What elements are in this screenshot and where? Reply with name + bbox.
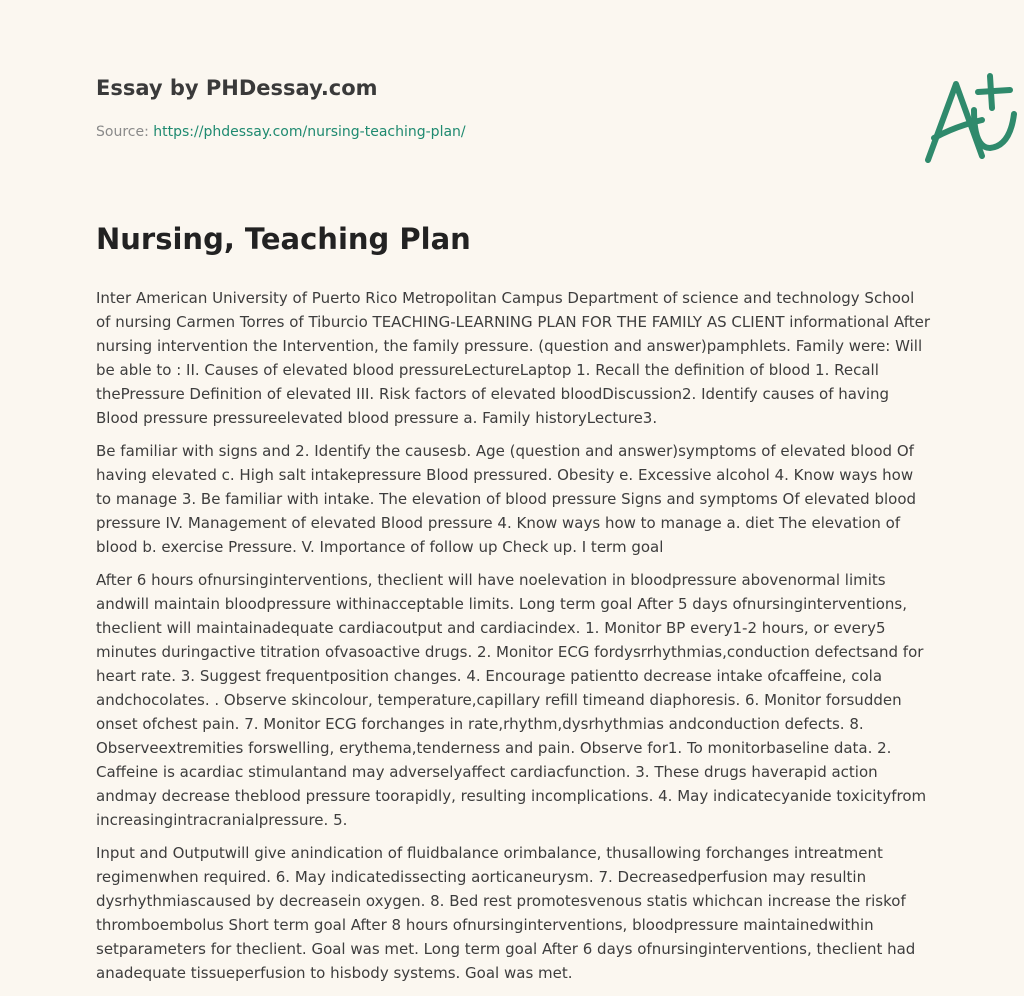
source-label: Source: [96, 124, 154, 140]
source-link[interactable]: https://phdessay.com/nursing-teaching-plan/ [153, 124, 466, 140]
source-line [96, 124, 466, 140]
site-brand: Essay by PHDessay.com [96, 76, 378, 100]
essay-title: Nursing, Teaching Plan [96, 222, 471, 256]
essay-paragraph: Be familiar with signs and 2. Identify the causesb. Age (question and answer)symptoms of elevated blood Of having elevated c. High salt intakepressure Blood pressured. Obesity e. Excessive alcohol 4. Know ways how to manage 3. Be familiar with intake. The elevation of blood pressure Signs and symptoms Of elevated blood pressure IV. Management of elevated Blood pressure 4. Know ways how to manage a. diet The elevation of blood b. exercise Pressure. V. Importance of follow up Check up. I term goal [96, 442, 917, 556]
a-plus-logo-icon [916, 68, 1024, 168]
essay-body [96, 286, 932, 994]
essay-paragraph: After 6 hours ofnursinginterventions, theclient will have noelevation in bloodpressure abovenormal limits andwill maintain bloodpressure withinacceptable limits. Long term goal After 5 days ofnursinginterventions, theclient will maintainadequate cardiacoutput and cardiacindex. 1. Monitor BP every1-2 hours, or every5 minutes duringactive titration ofvasoactive drugs. 2. Monitor ECG fordysrrhythmias,conduction defectsand for heart rate. 3. Suggest frequentposition changes. 4. Encourage patientto decrease intake ofcaffeine, cola andchocolates. . Observe skincolour, temperature,capillary refill timeand diaphoresis. 6. Monitor forsudden onset ofchest pain. 7. Monitor ECG forchanges in rate,rhythm,dysrhythmias andconduction defects. 8. Observeextremities forswelling, erythema,tenderness and pain. Observe for1. To monitorbaseline data. 2. Caffeine is acardiac stimulantand may adverselyaffect cardiacfunction. 3. These drugs haverapid action andmay decrease theblood pressure toorapidly, resulting incomplications. 4. May indicatecyanide toxicityfrom increasingintracranialpressure. 5. [96, 571, 927, 829]
essay-paragraph: Input and Outputwill give anindication of fluidbalance orimbalance, thusallowing forchanges intreatment regimenwhen required. 6. May indicatedissecting aorticaneurysm. 7. Decreasedperfusion may resultin dysrhythmiascaused by decreasein oxygen. 8. Bed rest promotesvenous statis whichcan increase the riskof thromboembolus Short term goal After 8 hours ofnursinginterventions, bloodpressure maintainedwithin setparameters for theclient. Goal was met. Long term goal After 6 days ofnursinginterventions, theclient had anadequate tissueperfusion to hisbody systems. Goal was met. [96, 844, 916, 982]
essay-paragraph: Inter American University of Puerto Rico Metropolitan Campus Department of science and technology School of nursing Carmen Torres of Tiburcio TEACHING-LEARNING PLAN FOR THE FAMILY AS CLIENT informational After nursing intervention the Intervention, the family pressure. (question and answer)pamphlets. Family were: Will be able to : II. Causes of elevated blood pressureLectureLaptop 1. Recall the definition of blood 1. Recall thePressure Definition of elevated III. Risk factors of elevated bloodDiscussion2. Identify causes of having Blood pressure pressureelevated blood pressure a. Family historyLecture3. [96, 289, 931, 427]
